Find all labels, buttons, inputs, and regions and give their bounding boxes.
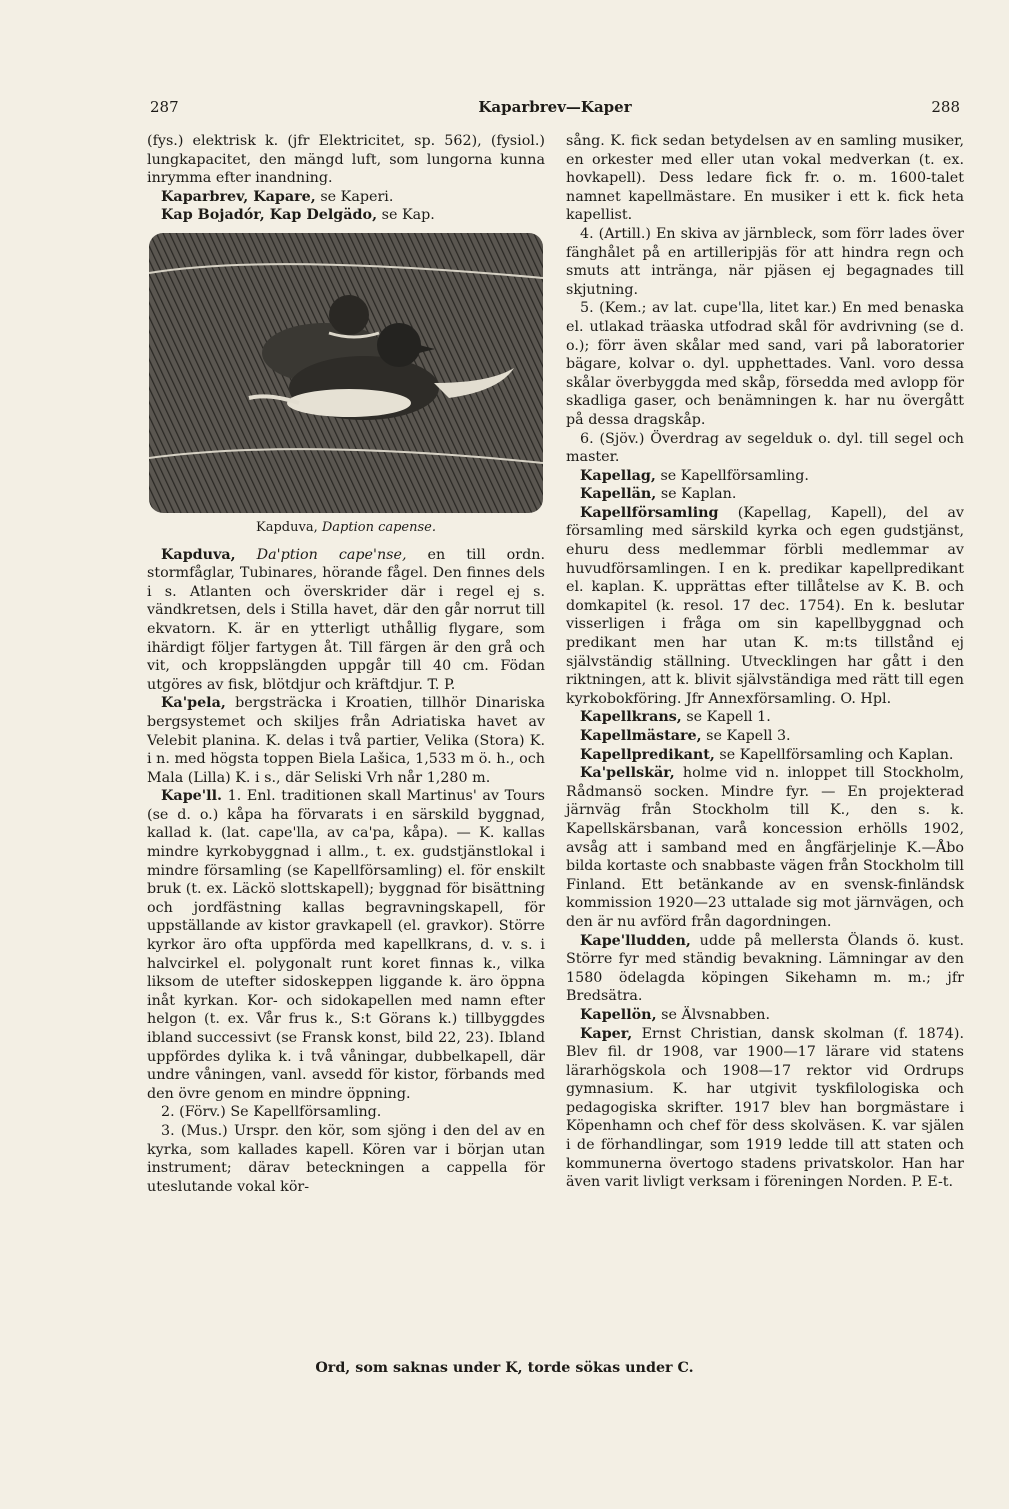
figure-caption: Kapduva, Daption capense. (256, 519, 436, 535)
entry: Ka'pellskär, holme vid n. inloppet till Stockholm, Rådmansö socken. Mindre fyr. — En projekterad järnväg från Stockholm till K., den s. k. Kapellskärsbanan, varå koncession erhölls 1902, avsåg att i samband med en ångfärjelinje K.—Åbo bilda kortaste och snabbaste vägen från Stockholm till Finland. Ett betänkande av en svensk-finländsk kommission 1920—23 uttalade sig mot järnvägen, och den är nu avförd från dagordningen. (566, 765, 965, 930)
entry: Kapduva, Da'ption cape'nse, en till ordn. stormfåglar, Tubinares, hörande fågel. Den finnes dels i s. Atlanten och överskrider där i regel ej s. vändkretsen, dels i Stilla havet, där den går norrut till ekvatorn. K. är en ytterligt uthållig flygare, som ihärdigt följer fartygen åt. Till färgen är den grå och vit, och kroppslängden uppgår till 40 cm. Födan utgöres av fisk, blötdjur och kräftdjur. T. P. (147, 546, 546, 693)
entry-headword: Kape'll. (161, 788, 222, 805)
entry: Kapellag, se Kapellförsamling. (580, 467, 809, 484)
page-number-right: 288 (931, 98, 960, 116)
paragraph: (fys.) elektrisk k. (jfr Elektricitet, sp. 562), (fysiol.) lungkapacitet, den mängd luft, som lungorna kunna inrymma efter inandning. (147, 133, 545, 187)
paragraph: sång. K. fick sedan betydelsen av en samling musiker, en orkester med eller utan vokal medverkan (t. ex. hovkapell). Dess ledare fick fr. o. m. 1600-talet namnet kapellmästare. En musiker i ett k. fick heta kapellist. (566, 133, 964, 224)
entry-headword: Kapellförsamling (580, 504, 719, 521)
entry: Kapellförsamling (Kapellag, Kapell), del av församling med särskild kyrka och egen gudstjänst, ehuru dess medlemmar förbli medlemmar av huvudförsamlingen. I en k. predikar kapellpredikant el. kaplan. K. upprättas efter tillåtelse av K. B. och domkapitel (k. resol. 17 dec. 1754). En k. beslutar visserligen i fråga om sin kapellbyggnad och predikant men har utan K. m:ts tillstånd ej självständig ställning. Utvecklingen har gått i den riktningen, att k. blivit självständiga med rätt till egen kyrkobokföring. Jfr Annexförsamling. O. Hpl. (566, 504, 964, 707)
left-column (147, 132, 545, 1196)
entry-headword: Ka'pellskär, (580, 765, 675, 782)
paragraph: 2. (Förv.) Se Kapellförsamling. (161, 1104, 382, 1121)
entry-headword: Kape'lludden, (580, 932, 691, 949)
entry: Kaparbrev, Kapare, se Kaperi. (161, 188, 394, 205)
entry: Ka'pela, bergsträcka i Kroatien, tillhör Dinariska bergsystemet och skiljes från Adriatiska havet av Velebit planina. K. delas i två partier, Velika (Stora) K. i n. med högsta toppen Biela Lašica, 1,533 m ö. h., och Mala (Lilla) K. i s., där Seliski Vrh når 1,280 m. (147, 695, 545, 786)
page-header (150, 98, 960, 122)
entry-headword: Kapellän, (580, 486, 657, 503)
entry-headword: Kapellpredikant, (580, 746, 715, 763)
right-column (566, 132, 964, 1192)
paragraph: 3. (Mus.) Urspr. den kör, som sjöng i den del av en kyrka, som kallades kapell. Kören var i början utan instrument; därav beteckningen a cappella för uteslutande vokal kör- (147, 1122, 545, 1195)
entry: Kapellmästare, se Kapell 3. (580, 728, 791, 744)
entry: Kapellpredikant, se Kapellförsamling och Kaplan. (580, 746, 954, 763)
entry-headword: Kapellkrans, (580, 709, 682, 726)
paragraph: 4. (Artill.) En skiva av järnbleck, som förr lades över fänghålet på en artilleripjäs för att hindra regn och smuts att intränga, när pjäsen ej begagnades till skjutning. (566, 225, 964, 298)
entry-headword: Kaper, (580, 1025, 633, 1042)
entry: Kape'lludden, udde på mellersta Ölands ö. kust. Större fyr med ständig bevakning. Lämningar av den 1580 ödelagda köpingen Sikehamn m. m.; jfr Bredsätra. (566, 932, 964, 1005)
entry-headword: Ka'pela, (161, 695, 226, 712)
bird-illustration (149, 233, 543, 513)
page-number-left: 287 (150, 98, 179, 116)
entry-headword: Kap Bojadór, Kap Delgädo, (161, 207, 378, 224)
entry: Kape'll. 1. Enl. traditionen skall Martinus' av Tours (se d. o.) kåpa ha förvarats i en särskild byggnad, kallad k. (lat. cape'lla, av ca'pa, kåpa). — K. kallas mindre kyrkobyggnad i allm., t. ex. gudstjänstlokal i mindre församling (se Kapellförsamling) el. för enskilt bruk (t. ex. Läckö slottskapell); byggnad för bisättning och jordfästning kallas begravningskapell, för uppställande av kistor gravkapell (el. gravkor). Större kyrkor äro ofta uppförda med kapellkrans, d. v. s. i halvcirkel el. polygonalt runt koret finnas k., vilka liksom de utefter sidoskeppen liggande k. äro öppna inåt kyrkan. Kor- och sidokapellen med namn efter helgon (t. ex. Vår frus k., S:t Görans k.) tillbyggdes ibland successivt (se Fransk konst, bild 22, 23). Ibland uppfördes dylika k. i två våningar, dubbelkapell, där undre våningen, vanl. avsedd för kistor, förbands med den övre genom en mindre öppning. (147, 788, 546, 1102)
entry: Kapellön, se Älvsnabben. (580, 1006, 771, 1023)
running-title: Kaparbrev—Kaper (478, 98, 632, 116)
entry-headword: Kapellön, (580, 1006, 657, 1023)
entry-headword: Kapellag, (580, 467, 656, 484)
paragraph: 5. (Kem.; av lat. cupe'lla, litet kar.) En med benaska el. utlakad träaska utfodrad skål för avdrivning (se d. o.); förr även skålar med sand, vari på laboratorier bägare, kolvar o. dyl. upphettades. Vanl. voro dessa skålar överbyggda med skåp, försedda med avlopp för skadliga gaser, och benämningen k. har nu övergått på dessa dragskåp. (566, 300, 964, 428)
entry: Kapellkrans, se Kapell 1. (580, 709, 771, 726)
page-footer-note: Ord, som saknas under K, torde sökas under C. (315, 1360, 694, 1376)
entry: Kapellän, se Kaplan. (580, 486, 737, 503)
entry: Kap Bojadór, Kap Delgädo, se Kap. (161, 207, 435, 224)
paragraph: 6. (Sjöv.) Överdrag av segelduk o. dyl. till segel och master. (566, 430, 964, 466)
entry-headword: Kapellmästare, (580, 728, 702, 744)
entry: Kaper, Ernst Christian, dansk skolman (f. 1874). Blev fil. dr 1908, var 1900—17 lärare vid statens lärarhögskola och 1908—17 rektor vid Ordrups gymnasium. K. har utgivit tyskfilologiska och pedagogiska skrifter. 1917 blev han borgmästare i Köpenhamn och chef för dess skolväsen. K. var själen i de förhandlingar, som 1919 ledde till att staten och kommunerna övertogo stadens privatskolor. Han har även varit livligt verksam i föreningen Norden. P. E-t. (566, 1025, 965, 1191)
entry-headword: Kapduva, (161, 546, 236, 563)
entry-headword: Kaparbrev, Kapare, (161, 188, 316, 205)
